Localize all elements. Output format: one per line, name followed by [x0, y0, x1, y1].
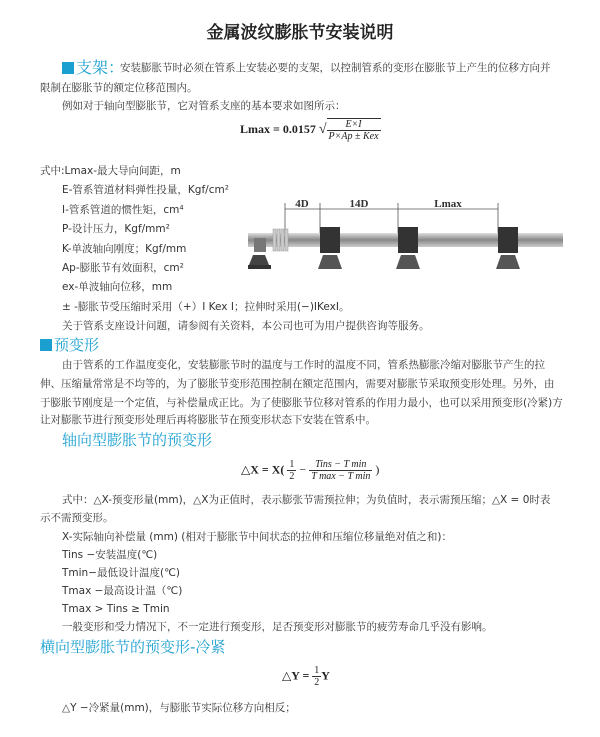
- denominator: 2: [289, 471, 295, 482]
- dim-label-lmax: Lmax: [434, 198, 462, 210]
- paragraph-line: 伸、压缩量常常是不均等的，为了膨胀节变形范围控制在额定范围内，需要对膨胀节采取预变形处理。另外，由: [40, 378, 555, 390]
- square-bullet-icon: [40, 339, 52, 351]
- square-bullet-icon: [62, 62, 74, 74]
- numerator: Tins − T min: [309, 459, 372, 471]
- formula-lhs: △Y =: [282, 668, 313, 683]
- delta-y-formula: [282, 665, 330, 688]
- half-fraction: [287, 459, 296, 482]
- dim-label-14d: 14D: [349, 198, 369, 210]
- numerator: 1: [314, 665, 320, 676]
- fraction: [327, 118, 381, 142]
- section-heading-predeform: [40, 336, 99, 354]
- section-heading-lateral: 横向型膨胀节的预变形-冷紧: [40, 638, 226, 656]
- definition-line: 关于管系支座设计问题，请参阅有关资料，本公司也可为用户提供咨询等服务。: [62, 320, 430, 332]
- definition-line: P-设计压力，Kgf/mm²: [62, 223, 170, 235]
- paragraph-line: 由于管系的工作温度变化，安装膨胀节时的温度与工作时的温度不同，管系热膨胀冷缩对膨胀节产生的拉: [62, 359, 545, 371]
- delta-x-formula: [241, 459, 379, 482]
- lmax-formula: [240, 118, 381, 142]
- paragraph-line: 于膨胀节刚度是一个定值，与补偿量成正比。为了使膨胀节位移对管系的作用力最小，也可以采用预变形(冷紧)方: [40, 397, 563, 409]
- paragraph-line: 式中：△X-预变形量(mm)，△X为正值时，表示膨张节需预拉伸；为负值时，表示需预压缩；△X = 0时表: [62, 494, 551, 506]
- pipe-support-diagram: [245, 195, 565, 280]
- definition-line: Tmin−最低设计温度(℃): [62, 567, 180, 579]
- definition-line: Tins −安装温度(℃): [62, 549, 158, 561]
- paragraph-line: 例如对于轴向型膨胀节，它对管系支座的基本要求如图所示：: [62, 100, 346, 112]
- definition-line: Tmax −最高设计温（℃): [62, 585, 183, 597]
- definition-line: ex-单波轴向位移，mm: [62, 281, 173, 293]
- numerator: 1: [289, 459, 295, 470]
- paragraph-line: 一般变形和受力情况下，不一定进行预变形，足否预变形对膨胀节的疲劳寿命几乎没有影响。: [62, 621, 493, 633]
- denominator: P×Ap ± Kex: [328, 131, 379, 142]
- formula-lhs: △X = X(: [241, 462, 285, 477]
- definition-line: Tmax > Tins ≥ Tmin: [62, 603, 170, 615]
- definition-line: 式中:Lmax-最大导向间距，m: [40, 165, 181, 177]
- paragraph-line: 让对膨胀节进行预变形处理后再将膨胀节在预变形状态下安装在管系中。: [40, 414, 376, 426]
- numerator: E×I: [327, 119, 381, 131]
- definition-line: ± -膨胀节受压缩时采用（+）I Kex I；拉伸时采用(−)IKexI。: [62, 301, 350, 313]
- temperature-fraction: [309, 459, 372, 482]
- definition-line: X-实际轴向补偿量 (mm) (相对于膨胀节中间状态的拉伸和压缩位移量绝对值之和)：: [62, 531, 452, 543]
- definition-line: Ap-膨胀节有效面积，cm²: [62, 262, 184, 274]
- half-fraction: [312, 665, 321, 688]
- section-heading-support: [62, 59, 124, 77]
- formula-rhs: Y: [321, 668, 330, 683]
- section-heading-axial: 轴向型膨胀节的预变形: [62, 431, 213, 449]
- minus-sign: −: [299, 462, 307, 477]
- page-title: 金属波纹膨胀节安装说明: [206, 23, 394, 43]
- dim-label-4d: 4D: [295, 198, 309, 210]
- denominator: T max − T min: [311, 471, 371, 482]
- paragraph-line: 限制在膨胀节的额定位移范围内。: [40, 82, 198, 94]
- paragraph-line: 示不需预变形。: [40, 512, 114, 524]
- definition-line: K-单波轴向刚度；Kgf/mm: [62, 243, 187, 255]
- heading-text: 预变形: [54, 336, 100, 354]
- close-paren: ): [375, 462, 380, 477]
- paragraph-line: 安装膨胀节时必须在管系上安装必要的支架，以控制管系的变形在膨胀节上产生的位移方向并: [120, 62, 551, 74]
- sqrt-icon: √: [318, 121, 327, 137]
- formula-lhs: Lmax = 0.0157: [240, 121, 316, 136]
- denominator: 2: [314, 677, 320, 688]
- heading-text: 支架：: [76, 58, 125, 77]
- definition-line: I-管系管道的惯性矩，cm⁴: [62, 204, 184, 216]
- dimension-lines: [285, 203, 498, 235]
- definition-line: E-管系管道材料弹性投量，Kgf/cm²: [62, 184, 229, 196]
- definition-line: △Y −冷紧量(mm)，与膨胀节实际位移方向相反；: [62, 702, 296, 714]
